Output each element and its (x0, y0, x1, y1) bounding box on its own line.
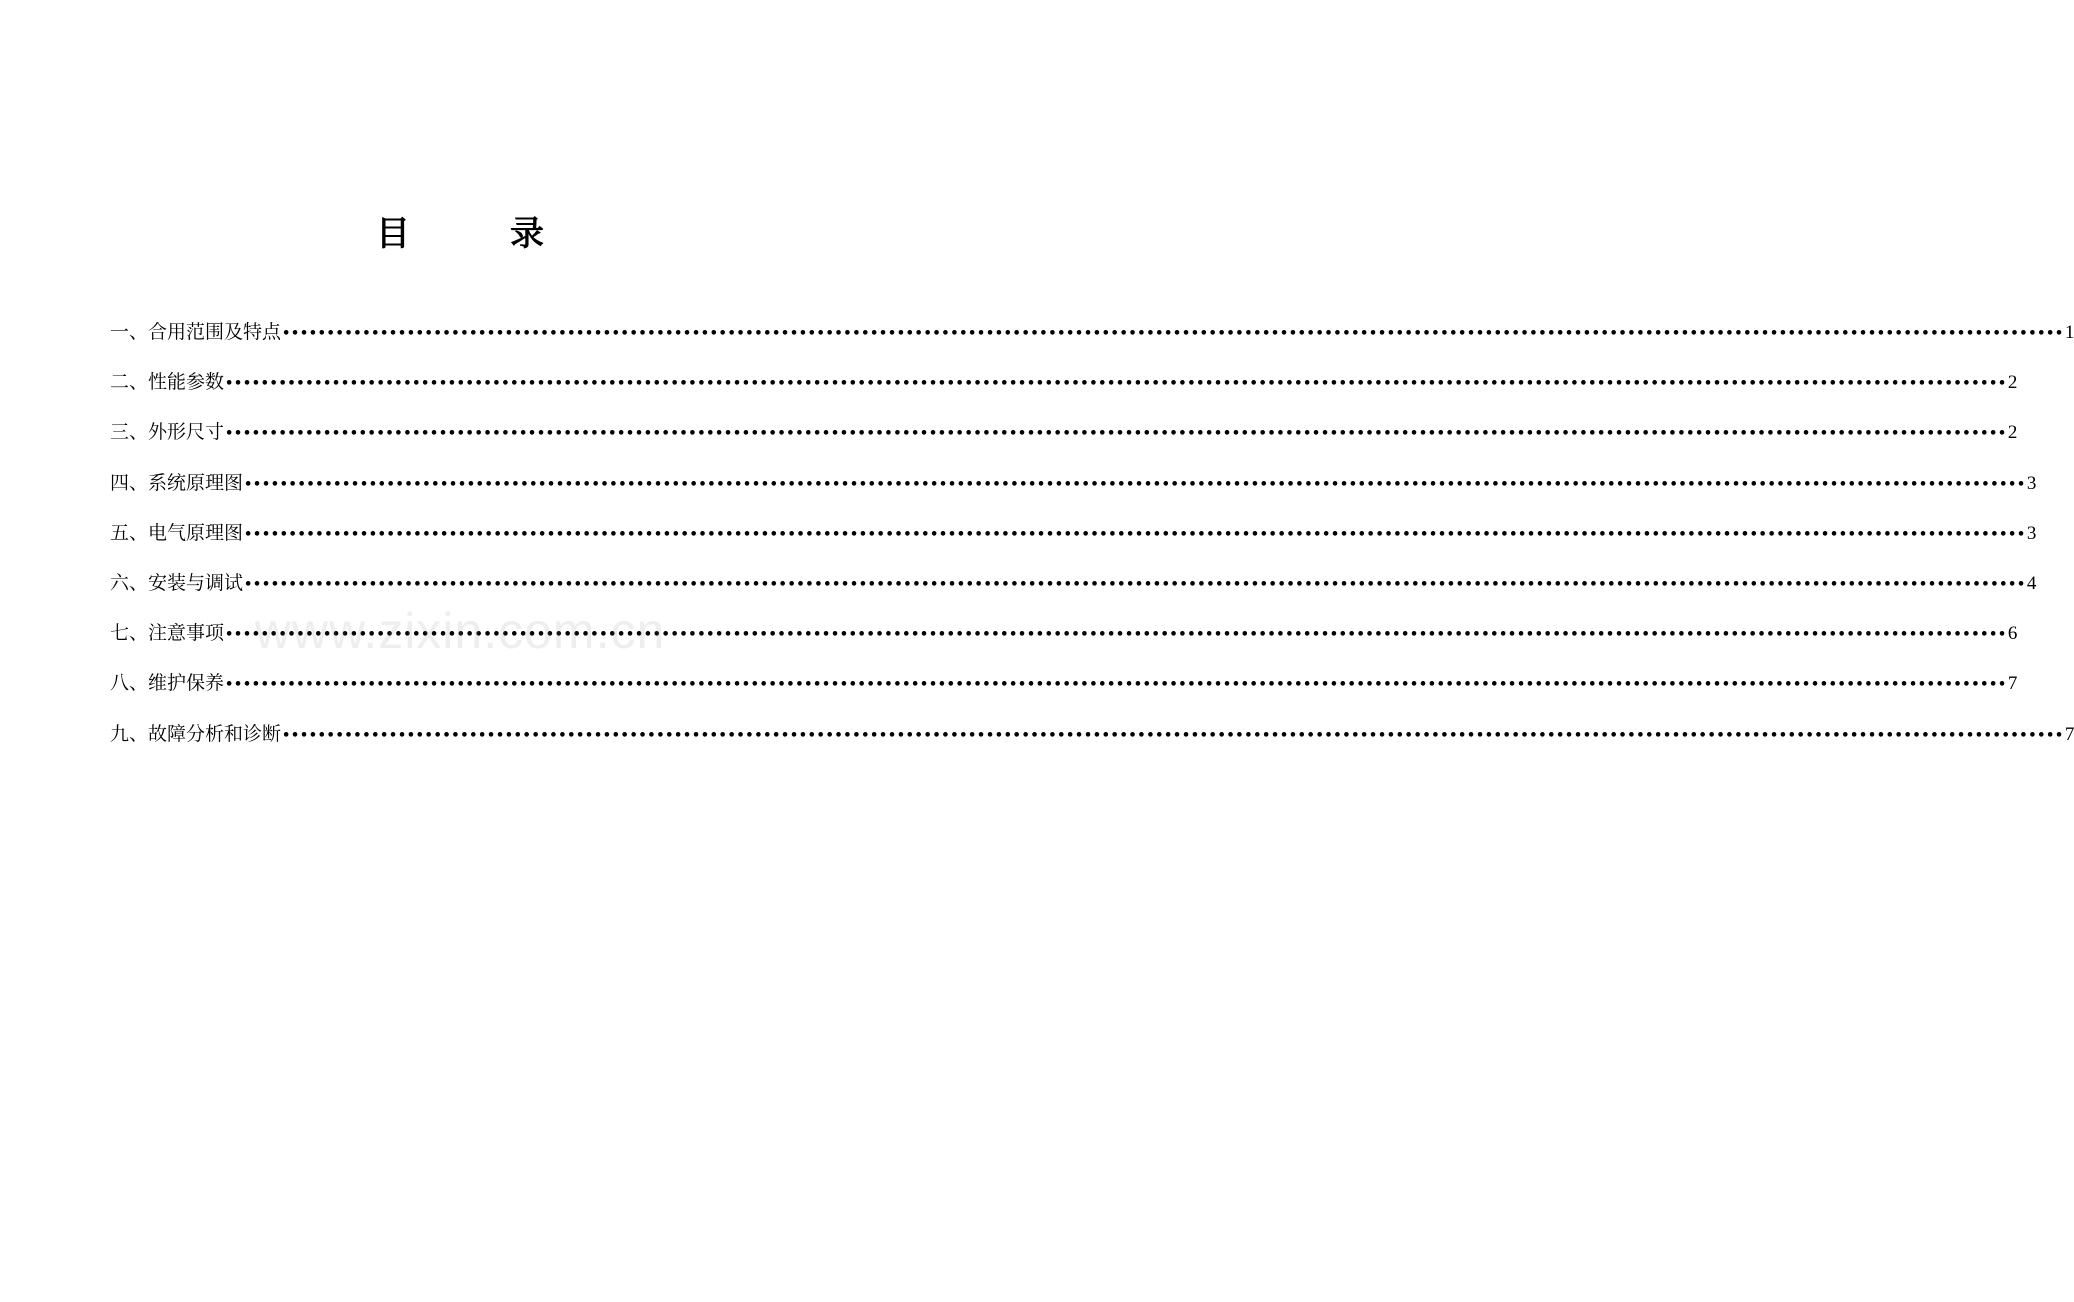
toc-title-char-2: 录 (510, 214, 544, 254)
toc-entry[interactable] (110, 368, 2018, 418)
toc-entry-page: 7 (2007, 673, 2018, 695)
toc-entry-page: 1 (2064, 322, 2074, 343)
toc-entry-page: 3 (2026, 472, 2037, 494)
toc-leader-dots: •••••••••••••••••••••••••••••••••••••••••••••••••••••••••••••••••••••••••••••••••••••••••••••••••••••••••••••••••••••••••••••••••••••••••••••••••••••••••••••••••••••••••••••••••••••••••••••••••••••••• (244, 576, 2026, 592)
toc-entry[interactable] (110, 619, 2018, 669)
toc-entry[interactable] (110, 669, 2018, 719)
toc-entry-page: 2 (2007, 422, 2018, 444)
toc-leader-dots: •••••••••••••••••••••••••••••••••••••••••••••••••••••••••••••••••••••••••••••••••••••••••••••••••••••••••••••••••••••••••••••••••••••••••••••••••••••••••••••••••••••••••••••••••••••••••••••••••••••••• (225, 376, 2007, 392)
toc-leader-dots: •••••••••••••••••••••••••••••••••••••••••••••••••••••••••••••••••••••••••••••••••••••••••••••••••••••••••••••••••••••••••••••••••••••••••••••••••••••••••••••••••••••••••••••••••••••••••••••••••••••••• (244, 476, 2026, 492)
toc-entry[interactable] (110, 318, 2074, 368)
toc-list (110, 318, 2074, 770)
toc-entry-label: 一、合用范围及特点 (110, 321, 282, 343)
watermark-text: www.zixin.com.cn (254, 603, 666, 659)
toc-entry[interactable] (110, 469, 2037, 519)
toc-entry[interactable] (110, 418, 2018, 468)
toc-entry-label: 八、维护保养 (110, 672, 225, 695)
toc-entry[interactable] (110, 519, 2037, 569)
toc-entry-label: 六、安装与调试 (110, 571, 244, 594)
toc-entry[interactable] (110, 720, 2074, 770)
toc-leader-dots: •••••••••••••••••••••••••••••••••••••••••••••••••••••••••••••••••••••••••••••••••••••••••••••••••••••••••••••••••••••••••••••••••••••••••••••••••••••••••••••••••••••••••••••••••••••••••••••••••••••••• (225, 627, 2007, 643)
toc-entry-page: 3 (2026, 522, 2037, 544)
toc-entry-page: 6 (2007, 623, 2018, 645)
toc-entry-page: 4 (2026, 572, 2037, 594)
toc-leader-dots: •••••••••••••••••••••••••••••••••••••••••••••••••••••••••••••••••••••••••••••••••••••••••••••••••••••••••••••••••••••••••••••••••••••••••••••••••••••••••••••••••••••••••••••••••••••••••••••••••••••••• (225, 677, 2007, 693)
toc-entry-label: 四、系统原理图 (110, 471, 244, 494)
toc-leader-dots: •••••••••••••••••••••••••••••••••••••••••••••••••••••••••••••••••••••••••••••••••••••••••••••••••••••••••••••••••••••••••••••••••••••••••••••••••••••••••••••••••••••••••••••••••••••••••••••••••••••••• (282, 727, 2064, 743)
toc-title (0, 212, 920, 256)
toc-entry[interactable] (110, 569, 2037, 619)
toc-leader-dots: •••••••••••••••••••••••••••••••••••••••••••••••••••••••••••••••••••••••••••••••••••••••••••••••••••••••••••••••••••••••••••••••••••••••••••••••••••••••••••••••••••••••••••••••••••••••••••••••••••••••• (282, 326, 2064, 341)
toc-leader-dots: •••••••••••••••••••••••••••••••••••••••••••••••••••••••••••••••••••••••••••••••••••••••••••••••••••••••••••••••••••••••••••••••••••••••••••••••••••••••••••••••••••••••••••••••••••••••••••••••••••••••• (244, 526, 2026, 542)
toc-entry-page: 2 (2007, 372, 2018, 394)
toc-entry-label: 二、性能参数 (110, 371, 225, 394)
toc-entry-label: 七、注意事项 (110, 622, 225, 645)
toc-entry-label: 三、外形尺寸 (110, 421, 225, 444)
toc-title-char-1: 目 (376, 214, 410, 254)
toc-entry-page: 7 (2064, 723, 2074, 745)
toc-leader-dots: •••••••••••••••••••••••••••••••••••••••••••••••••••••••••••••••••••••••••••••••••••••••••••••••••••••••••••••••••••••••••••••••••••••••••••••••••••••••••••••••••••••••••••••••••••••••••••••••••••••••• (225, 426, 2007, 442)
toc-entry-label: 九、故障分析和诊断 (110, 722, 282, 745)
toc-entry-label: 五、电气原理图 (110, 521, 244, 544)
